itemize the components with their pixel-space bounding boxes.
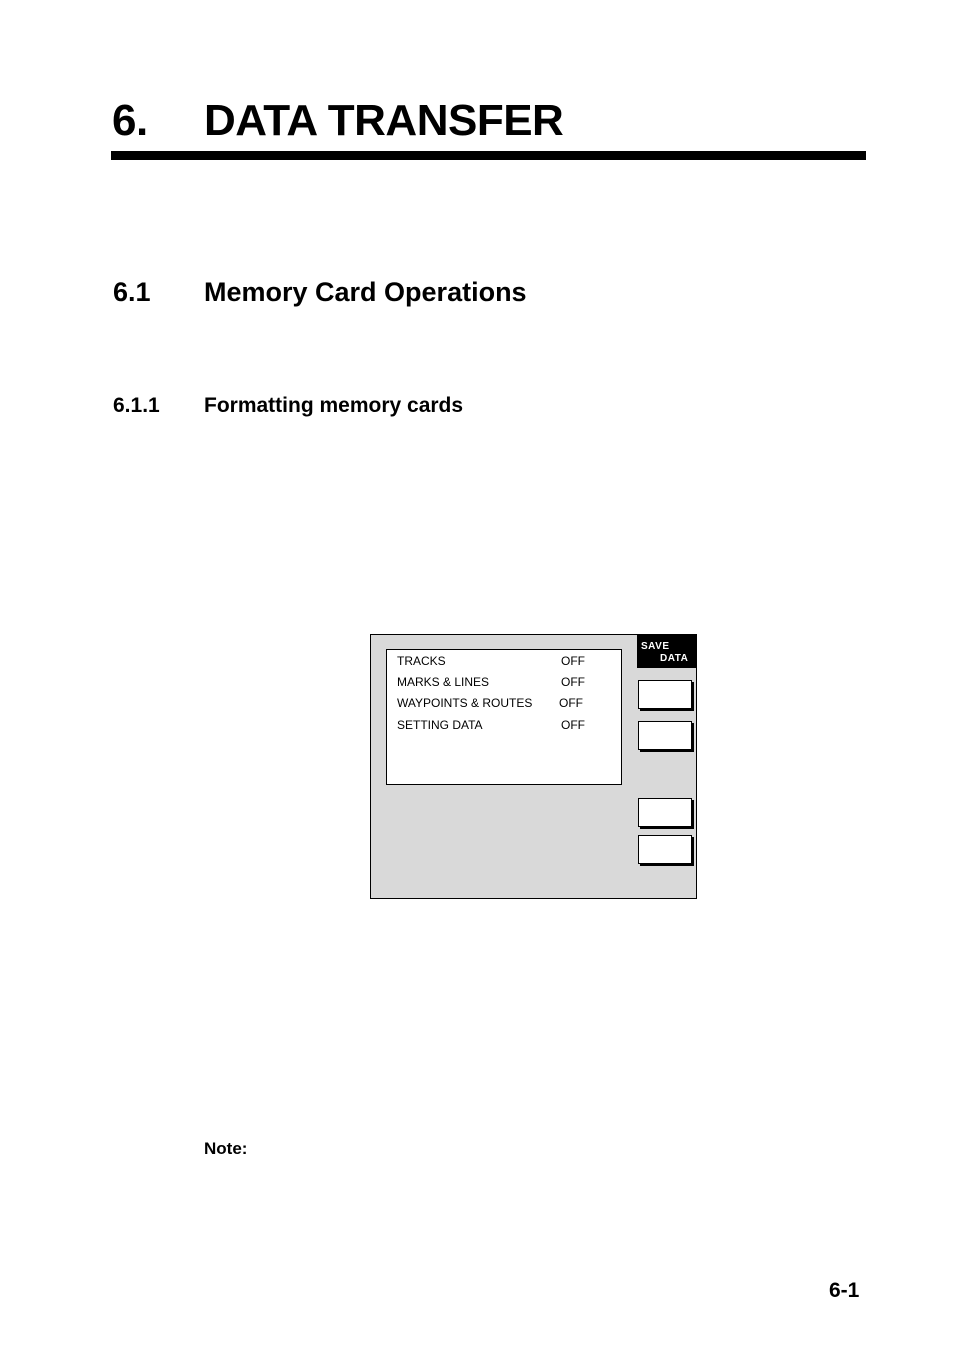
row-marks-lines[interactable] [397, 675, 617, 691]
page-number: 6-1 [829, 1279, 860, 1302]
softkey-title-line1: SAVE [641, 641, 670, 652]
row-value: OFF [561, 718, 585, 732]
row-value: OFF [561, 654, 585, 668]
row-label: WAYPOINTS & ROUTES [397, 696, 533, 710]
row-label: TRACKS [397, 654, 446, 668]
row-tracks[interactable] [397, 654, 617, 670]
row-value: OFF [561, 675, 585, 689]
row-label: SETTING DATA [397, 718, 483, 732]
softkey-title-save-data [637, 635, 696, 668]
softkey-4[interactable] [638, 835, 692, 864]
row-waypoints-routes[interactable] [397, 696, 617, 712]
softkey-3[interactable] [638, 798, 692, 827]
chapter-number: 6. [112, 96, 148, 145]
softkey-1[interactable] [638, 680, 692, 709]
section-number: 6.1 [113, 277, 151, 307]
softkey-2[interactable] [638, 721, 692, 750]
chapter-rule [111, 151, 866, 160]
data-selection-panel [386, 649, 622, 785]
chapter-title: DATA TRANSFER [204, 96, 564, 145]
row-value: OFF [559, 696, 583, 710]
section-title: Memory Card Operations [204, 277, 527, 307]
row-setting-data[interactable] [397, 718, 617, 734]
subsection-number: 6.1.1 [113, 394, 160, 417]
subsection-title: Formatting memory cards [204, 394, 464, 417]
softkey-title-line2: DATA [660, 653, 689, 664]
row-label: MARKS & LINES [397, 675, 490, 689]
note-label: Note: [204, 1139, 248, 1158]
save-data-screen [370, 634, 697, 899]
